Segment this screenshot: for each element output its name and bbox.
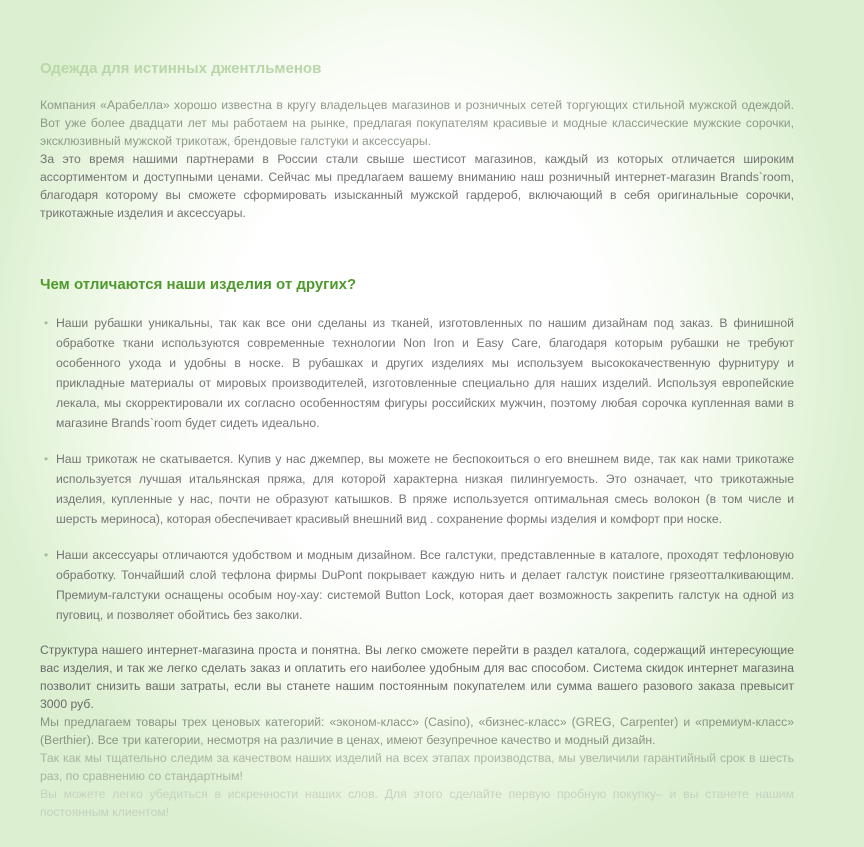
bullet-icon: • — [44, 316, 49, 330]
outro-block — [40, 641, 794, 821]
feature-text: Наши аксессуары отличаются удобством и модным дизайном. Все галстуки, представленные в каталоге, проходят тефлоновую обработку. Тончайший слой тефлона фирмы DuPont покрывает каждую нить и делает галстук поистине грязеотталкивающим. Премиум-галстуки оснащены особым ноу-хау: системой Button Lock, которая дает возможность закрепить галстук на одной из пуговиц, и позволяет обойтись без заколки. — [56, 548, 794, 622]
feature-text: Наши рубашки уникальны, так как все они сделаны из тканей, изготовленных по нашим дизайнам под заказ. В финишной обработке ткани используются современные технологии Non Iron и Easy Care, благодаря которым рубашки не требуют особенного ухода и удобны в носке. В рубашках и других изделиях мы используем высококачественную фурнитуру и прикладные материалы от мировых производителей, изготовленные специально для наших изделий. Используя европейские лекала, мы скорректировали их согласно особенностям фигуры российских мужчин, поэтому любая сорочка купленная вами в магазине Brands`room будет сидеть идеально. — [56, 316, 794, 430]
features-heading: Чем отличаются наши изделия от других? — [40, 276, 357, 293]
list-item — [40, 313, 794, 433]
intro-paragraph: Компания «Арабелла» хорошо известна в кругу владельцев магазинов и розничных сетей торгующих стильной мужской одеждой. Вот уже более двадцати лет мы работаем на рынке, предлагая покупателям красивые и модные классические мужские сорочки, эксклюзивный мужской трикотаж, брендовые галстуки и аксессуары. — [40, 98, 794, 148]
features-list — [40, 313, 794, 625]
list-item — [40, 449, 794, 529]
outro-paragraph: Структура нашего интернет-магазина проста и понятна. Вы легко сможете перейти в раздел каталога, содержащий интересующие вас изделия, и так же легко сделать заказ и оплатить его наиболее удобным для вас способом. Система скидок интернет магазина позволит снизить ваши затраты, если вы станете нашим постоянным покупателем или сумма вашего разового заказа превысит 3000 руб. — [40, 643, 794, 711]
intro-paragraph: За это время нашими партнерами в России стали свыше шестисот магазинов, каждый из которых отличается широким ассортиментом и доступными ценами. Сейчас мы предлагаем вашему вниманию наш розничный интернет-магазин Brands`room, благодаря которому вы сможете сформировать изысканный мужской гардероб, включающий в себя оригинальные сорочки, трикотажные изделия и аксессуары. — [40, 152, 794, 220]
list-item — [40, 545, 794, 625]
bullet-icon: • — [44, 548, 49, 562]
outro-paragraph: Вы можете легко убедиться в искренности наших слов. Для этого сделайте первую пробную покупку– и вы станете нашим постоянным клиентом! — [40, 787, 794, 819]
outro-paragraph: Так как мы тщательно следим за качеством наших изделий на всех этапах производства, мы увеличили гарантийный срок в шесть раз, по сравнению со стандартным! — [40, 751, 794, 783]
intro-block — [40, 96, 794, 222]
content-area — [40, 58, 794, 821]
bullet-icon: • — [44, 452, 49, 466]
outro-paragraph: Мы предлагаем товары трех ценовых категорий: «эконом-класс» (Casino), «бизнес-класс» (GREG, Carpenter) и «премиум-класс» (Berthier). Все три категории, несмотря на различие в ценах, имеют безупречное качество и модный дизайн. — [40, 715, 794, 747]
intro-heading: Одежда для истинных джентльменов — [40, 60, 322, 77]
feature-text: Наш трикотаж не скатывается. Купив у нас джемпер, вы можете не беспокоиться о его внешнем виде, так как нами трикотаже используется лучшая итальянская пряжа, для которой характерна низкая пилингуемость. Это означает, что трикотажные изделия, купленные у нас, почти не образуют катышков. В пряже используется оптимальная смесь волокон (в том числе и шерсть мериноса), которая обеспечивает красивый внешний вид . сохранение формы изделия и комфорт при носке. — [56, 452, 794, 526]
